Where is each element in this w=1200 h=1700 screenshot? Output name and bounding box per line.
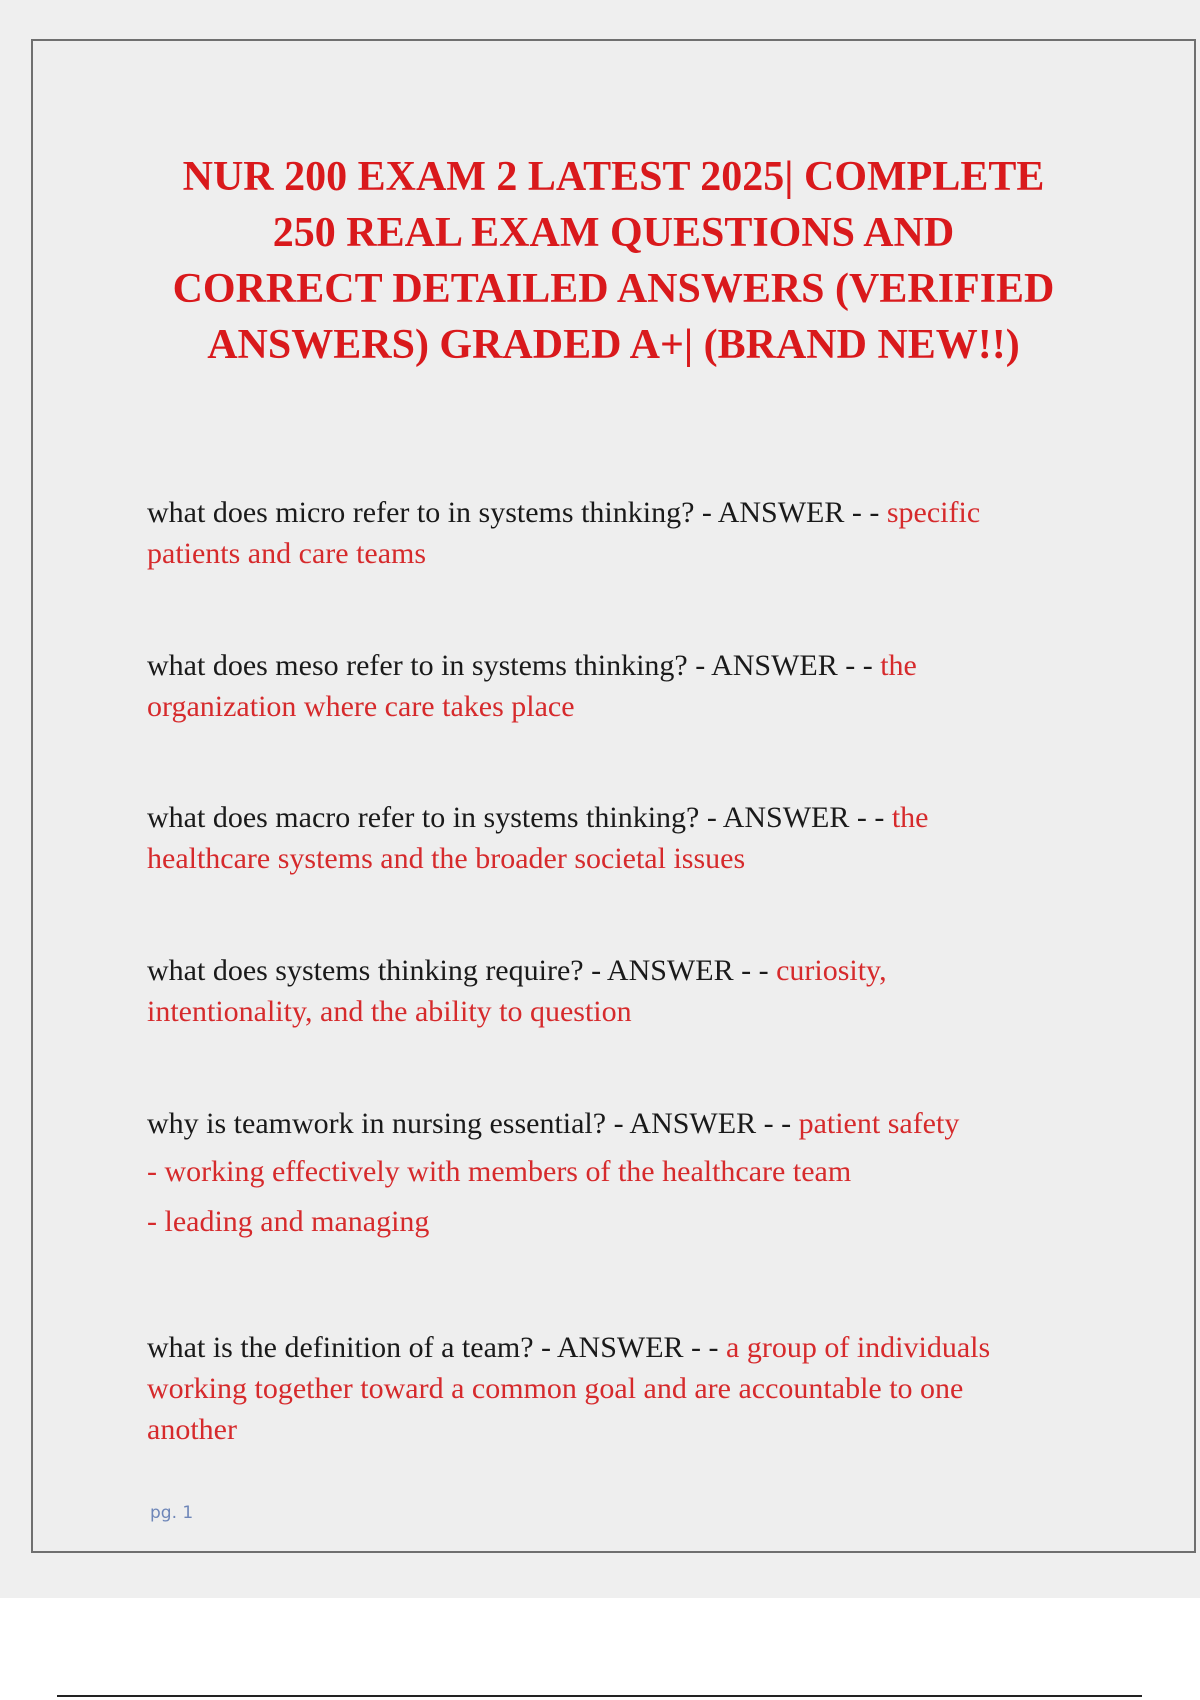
answer-text: the <box>880 649 917 682</box>
title-line: NUR 200 EXAM 2 LATEST 2025| COMPLETE <box>182 154 1045 200</box>
answer-text: organization where care takes place <box>147 690 575 723</box>
question-text: what is the definition of a team? - ANSWER - - <box>147 1331 727 1364</box>
title-line: ANSWERS) GRADED A+| (BRAND NEW!!) <box>207 322 1020 368</box>
answer-text: healthcare systems and the broader societal issues <box>147 842 746 875</box>
answer-text: working together toward a common goal and are accountable to one <box>147 1372 964 1405</box>
qa-item <box>147 645 1107 727</box>
title-line: 250 REAL EXAM QUESTIONS AND <box>272 210 955 256</box>
question-text: what does macro refer to in systems thinking? - ANSWER - - <box>147 801 892 834</box>
qa-first-line <box>147 492 1107 533</box>
qa-first-line <box>147 1103 1107 1144</box>
answer-text: a group of individuals <box>726 1331 991 1364</box>
qa-item <box>147 1327 1107 1450</box>
qa-first-line <box>147 950 1107 991</box>
title-line: CORRECT DETAILED ANSWERS (VERIFIED <box>172 266 1055 312</box>
qa-first-line <box>147 797 1107 838</box>
answer-text: another <box>147 1413 237 1446</box>
document-title <box>33 149 1194 373</box>
qa-first-line <box>147 645 1107 686</box>
question-text: what does micro refer to in systems thinking? - ANSWER - - <box>147 496 887 529</box>
document-page <box>31 39 1196 1553</box>
answer-text: patient safety <box>798 1107 960 1140</box>
answer-text: curiosity, <box>776 954 887 987</box>
footer-divider <box>57 1695 1142 1697</box>
question-text: why is teamwork in nursing essential? - ANSWER - - <box>147 1107 799 1140</box>
answer-bullet: - working effectively with members of the healthcare team <box>147 1155 852 1188</box>
qa-item <box>147 1103 1107 1245</box>
answer-bullet: - leading and managing <box>147 1205 430 1238</box>
answer-text: patients and care teams <box>147 537 427 570</box>
page-number: pg. 1 <box>150 1503 194 1523</box>
answer-text: specific <box>886 496 981 529</box>
question-text: what does meso refer to in systems thinking? - ANSWER - - <box>147 649 881 682</box>
question-text: what does systems thinking require? - ANSWER - - <box>147 954 777 987</box>
answer-text: the <box>891 801 929 834</box>
answer-text: intentionality, and the ability to question <box>147 995 632 1028</box>
qa-item <box>147 950 1107 1032</box>
qa-item <box>147 797 1107 879</box>
qa-item <box>147 492 1107 574</box>
qa-first-line <box>147 1327 1107 1368</box>
